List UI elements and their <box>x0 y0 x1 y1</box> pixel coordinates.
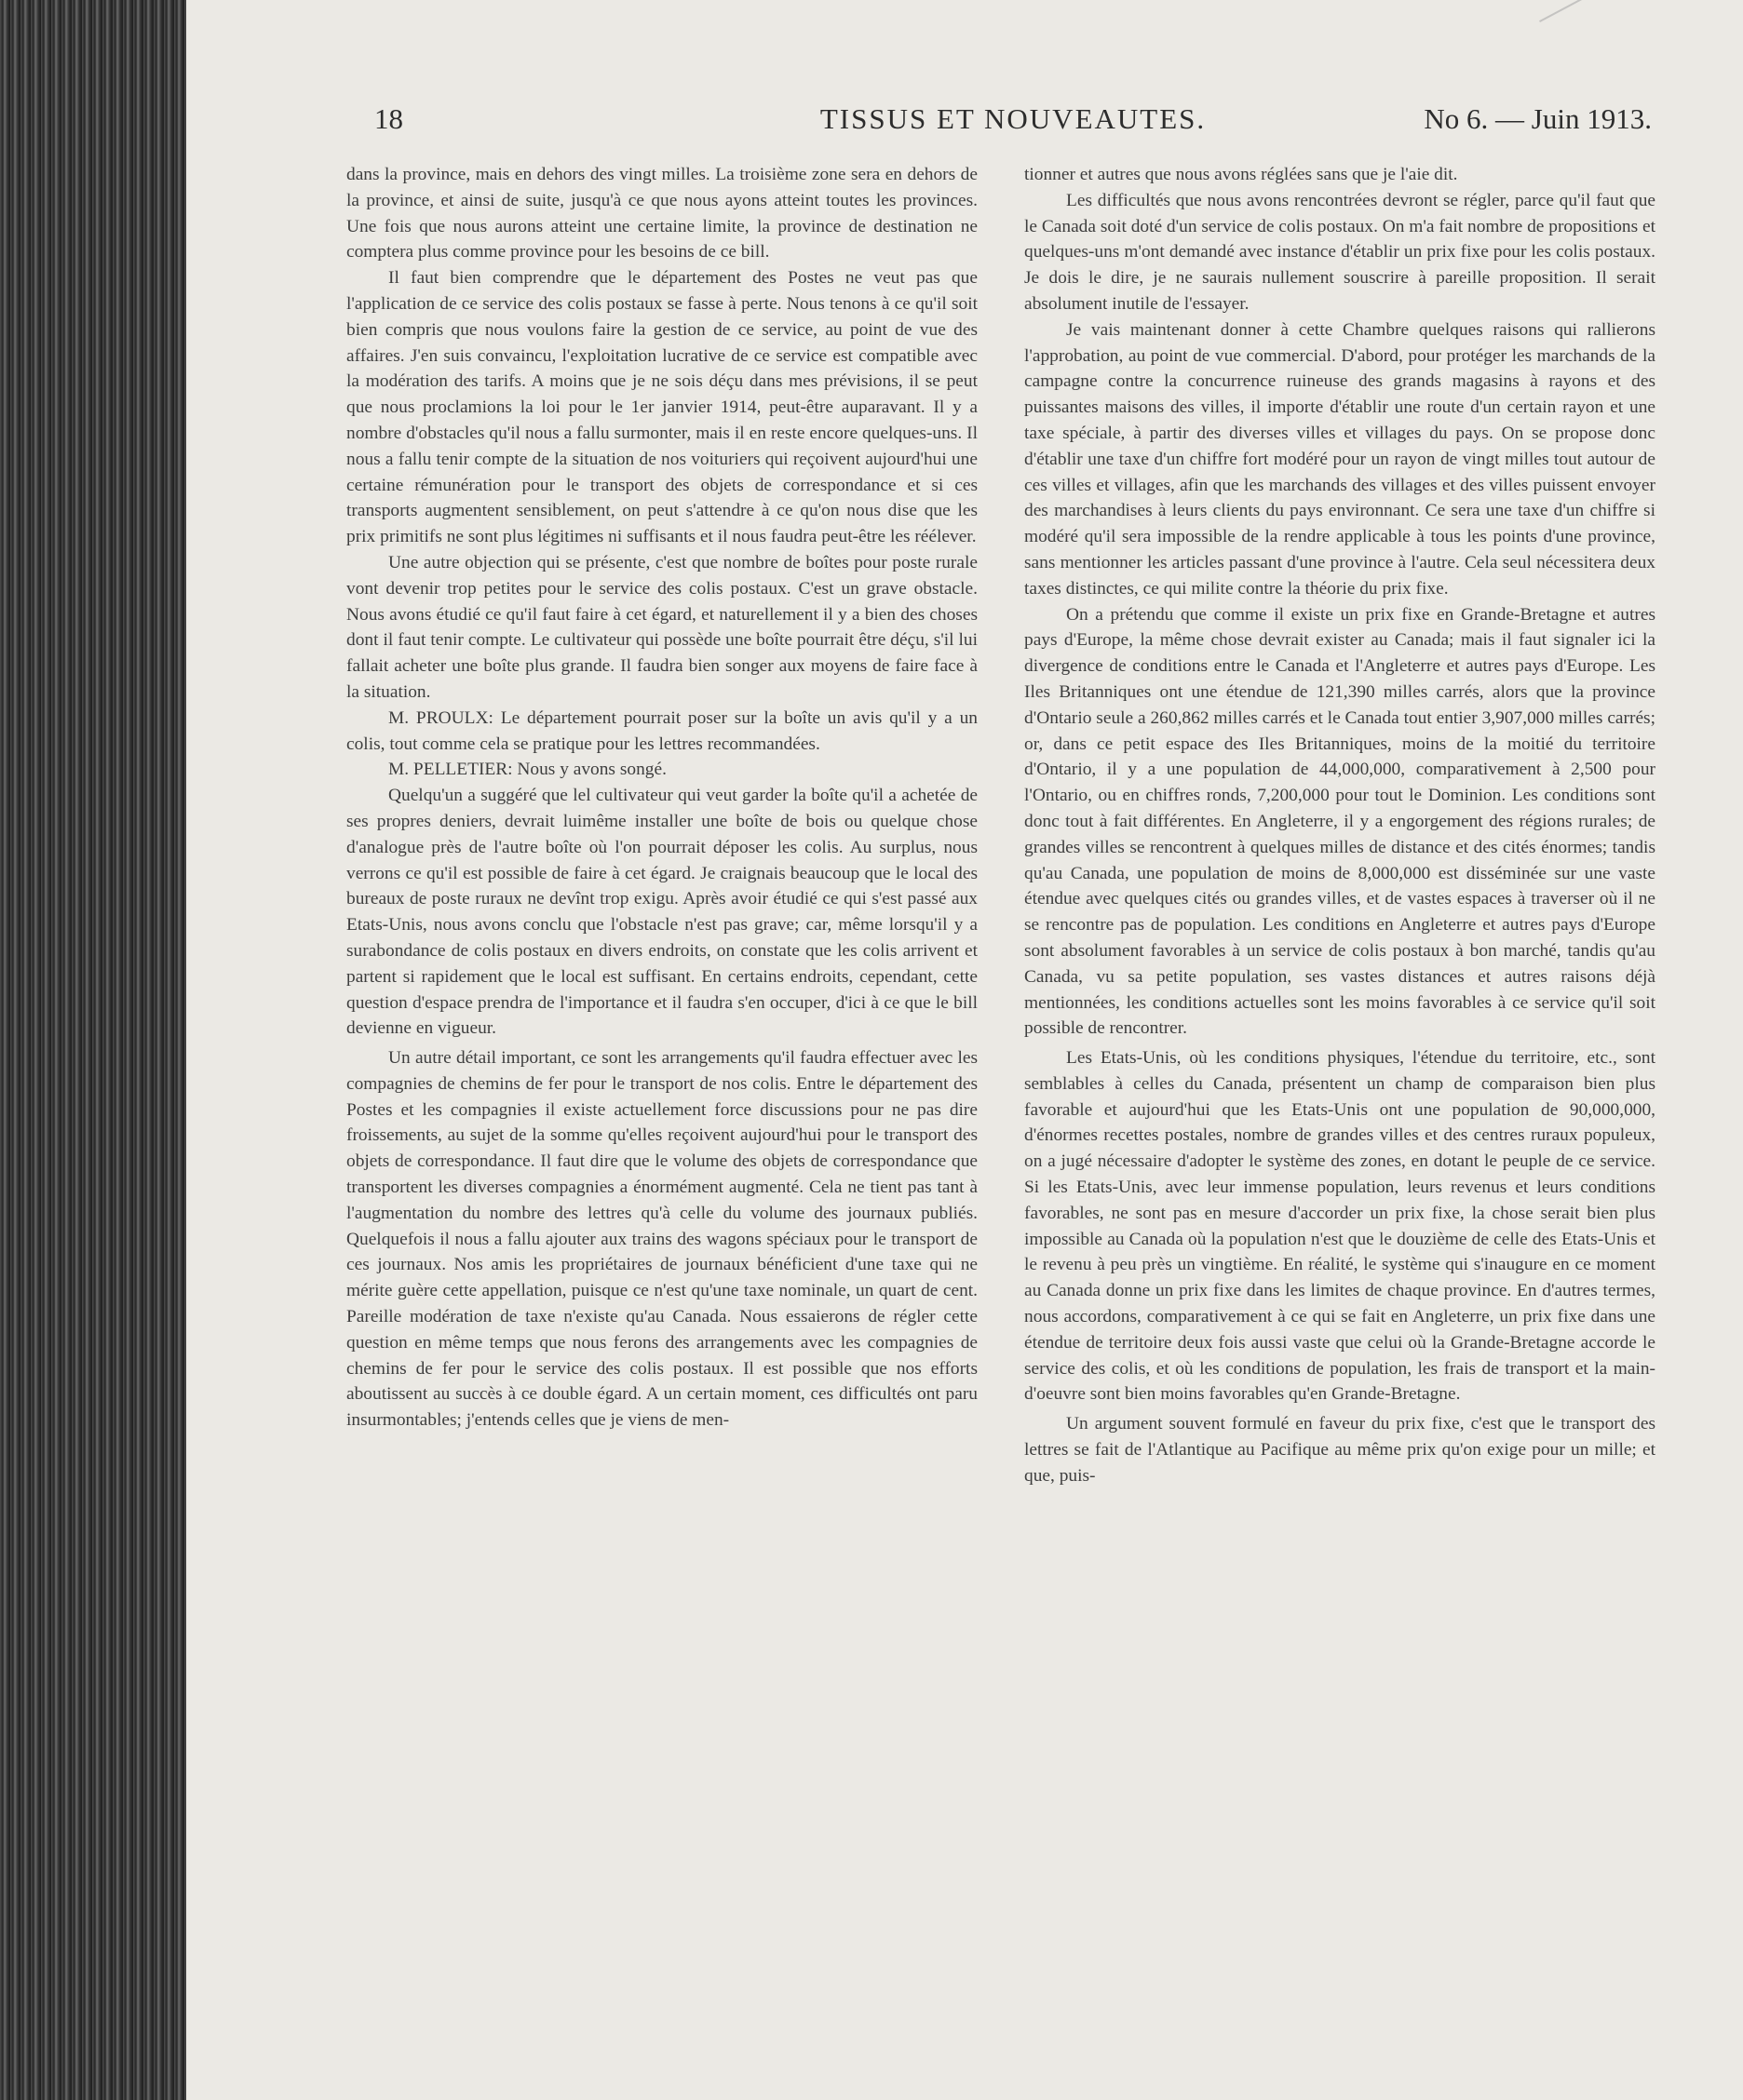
paragraph: Les difficultés que nous avons rencontrées devront se régler, parce qu'il faut que le Canada soit doté d'un service de colis postaux. On m'a fait nombre de propositions et quelques-uns m'ont demandé avec instance d'établir un prix fixe pour les colis postaux. Je dois le dire, je ne saurais nullement souscrire à pareille proposition. Il serait absolument inutile de l'essayer. <box>1024 190 1655 314</box>
book-page-edges <box>0 0 186 2100</box>
paragraph: Je vais maintenant donner à cette Chambre quelques raisons qui rallierons l'approbation, au point de vue commercial. D'abord, pour protéger les marchands de la campagne contre la concurrence ruineuse des grands magasins à rayons et des puissantes maisons des villes, il importe d'établir une route d'un certain rayon et une taxe spéciale, à partir des diverses villes et villages du pays. On se propose donc d'établir une taxe d'un chiffre fort modéré pour un rayon de vingt milles tout autour de ces villes et villages, afin que les marchands des villages et des villes puissent envoyer des marchandises à leurs clients du pays environnant. Ce sera une taxe d'un chiffre si modéré qu'il sera impossible de la rendre applicable à tous les points d'une province, sans mentionner les articles passant d'une province à l'autre. Cela seul nécessitera deux taxes distinctes, ce qui milite contre la théorie du prix fixe. <box>1024 319 1655 599</box>
running-header <box>374 102 1652 141</box>
paragraph: Quelqu'un a suggéré que lel cultivateur qui veut garder la boîte qu'il a achetée de ses propres deniers, devrait luimême installer une boîte de bois ou quelque chose d'analogue près de l'autre boîte où l'on pourrait déposer les colis. Au surplus, nous verrons ce qu'il est possible de faire à cet égard. Je craignais beaucoup que le local des bureaux de poste ruraux ne devînt trop exigu. Après avoir étudié ce qui s'est passé aux Etats-Unis, nous avons conclu que l'obstacle n'est pas grave; car, même lorsqu'il y a surabondance de colis postaux en divers endroits, on constate que les colis arrivent et partent si rapidement que le local est suffisant. En certains endroits, cependant, cette question d'espace prendra de l'importance et il faudra s'en occuper, d'ici à ce que le bill devienne en vigueur. <box>346 786 978 1039</box>
paragraph: On a prétendu que comme il existe un prix fixe en Grande-Bretagne et autres pays d'Europe, la même chose devrait exister au Canada; mais il faut signaler ici la divergence de conditions entre le Canada et l'Angleterre et autres pays d'Europe. Les Iles Britanniques ont une étendue de 121,390 milles carrés, alors que la province d'Ontario seule a 260,862 milles carrés et le Canada tout entier 3,907,000 milles carrés; or, dans ce petit espace des Iles Britanniques, moins de la moitié du territoire d'Ontario, il y a une population de 44,000,000, comparativement à 2,500 pour l'Ontario, ou en chiffres ronds, 7,200,000 pour tout le Dominion. Les conditions sont donc tout à fait différentes. En Angleterre, il y a engorgement des régions rurales; de grandes villes se rencontrent à quelques milles de distance et des cités énormes; tandis qu'au Canada, une population de moins de 8,000,000 est disséminée sur une vaste étendue avec quelques cités ou grandes villes, et de vastes espaces à traverser où il ne se rencontre pas de population. Les conditions en Angleterre et autres pays d'Europe sont absolument favorables à un service de colis postaux à bon marché, tandis qu'au Canada, vu sa petite population, ses vastes distances et autres raisons déjà mentionnées, les conditions actuelles sont les moins favorables à ce service qu'il soit possible de rencontrer. <box>1024 604 1655 1039</box>
paragraph: Un argument souvent formulé en faveur du prix fixe, c'est que le transport des lettres se fait de l'Atlantique au Pacifique au même prix qu'on exige pour un mille; et que, puis- <box>1024 1414 1655 1486</box>
paragraph: M. PELLETIER: Nous y avons songé. <box>388 760 667 780</box>
paragraph: Les Etats-Unis, où les conditions physiques, l'étendue du territoire, etc., sont semblables à celles du Canada, présentent un champ de comparaison bien plus favorable et aujourd'hui que les Etats-Unis ont une population de 90,000,000, d'énormes recettes postales, nombre de grandes villes et des centres ruraux populeux, on a jugé nécessaire d'adopter le système des zones, en dotant le peuple de ce service. Si les Etats-Unis, avec leur immense population, leurs revenus et leurs conditions favorables, ne sont pas en mesure d'accorder un prix fixe, la chose serait bien plus impossible au Canada où la population n'est que le douzième de celle des Etats-Unis et le revenu à peu près un vingtième. En réalité, le système qui s'inaugure en ce moment au Canada donne un prix fixe dans les limites de chaque province. En d'autres termes, nous accordons, comparativement à ce qui se fait en Angleterre, un prix fixe dans une étendue de territoire deux fois aussi vaste que celui où la Grande-Bretagne accorde le service des colis, et où les conditions de population, les frais de transport et la main-d'oeuvre sont bien moins favorables qu'en Grande-Bretagne. <box>1024 1048 1655 1405</box>
paragraph: Une autre objection qui se présente, c'est que nombre de boîtes pour poste rurale vont devenir trop petites pour le service des colis postaux. C'est un grave obstacle. Nous avons étudié ce qu'il faut faire à cet égard, et naturellement il y a bien des choses dont il faut tenir compte. Le cultivateur qui possède une boîte pourrait être déçu, s'il lui fallait acheter une boîte plus grande. Il faudra bien songer aux moyens de faire face à la situation. <box>346 552 978 702</box>
paragraph: tionner et autres que nous avons réglées sans que je l'aie dit. <box>1024 165 1458 184</box>
paragraph: M. PROULX: Le département pourrait poser sur la boîte un avis qu'il y a un colis, tout comme cela se pratique pour les lettres recommandées. <box>346 707 978 754</box>
issue-date: No 6. — Juin 1913. <box>1424 102 1652 135</box>
paragraph: Un autre détail important, ce sont les arrangements qu'il faudra effectuer avec les compagnies de chemins de fer pour le transport de nos colis. Entre le département des Postes et les compagnies il existe actuellement force discussions pour ne pas dire froissements, au sujet de la somme qu'elles reçoivent aujourd'hui pour le transport des objets de correspondance. Il faut dire que le volume des objets de correspondance que transportent les diverses compagnies a énormément augmenté. Cela ne tient pas tant à l'augmentation du nombre des lettres qu'à celle du volume des journaux publiés. Quelquefois il nous a fallu ajouter aux trains des wagons spéciaux pour le transport de ces journaux. Nos amis les propriétaires de journaux bénéficient d'une taxe qui ne mérite guère cette appellation, puisque ce n'est qu'une taxe nominale, un quart de cent. Pareille modération de taxe n'existe qu'au Canada. Nous essaierons de régler cette question en même temps que nous ferons des arrangements avec les compagnies de chemins de fer pour le service des colis postaux. Il est possible que nos efforts aboutissent au succès à ce double égard. A un certain moment, ces difficultés ont paru insurmontables; j'entends celles que je viens de men- <box>346 1048 978 1431</box>
pencil-mark <box>1539 0 1589 22</box>
journal-title: TISSUS ET NOUVEAUTES. <box>819 102 1207 135</box>
paragraph: dans la province, mais en dehors des vingt milles. La troisième zone sera en dehors de la province, et ainsi de suite, jusqu'à ce que nous ayons atteint toutes les provinces. Une fois que nous aurons atteint une certaine limite, la province de destination ne comptera plus comme province pour les besoins de ce bill. <box>346 165 978 262</box>
right-column <box>1024 162 1655 1489</box>
paragraph: Il faut bien comprendre que le département des Postes ne veut pas que l'application de ce service des colis postaux se fasse à perte. Nous tenons à ce qu'il soit bien compris que nous voulons faire la gestion de ce service, au point de vue des affaires. J'en suis convaincu, l'exploitation lucrative de ce service est compatible avec la modération des tarifs. A moins que je ne sois déçu dans mes prévisions, il se peut que nous proclamions la loi pour le 1er janvier 1914, peut-être auparavant. Il y a nombre d'obstacles qu'il nous a fallu surmonter, mais il en reste encore quelques-uns. Il nous a fallu tenir compte de la situation de nos voituriers qui reçoivent aujourd'hui une certaine rémunération pour le transport des objets de correspondance et si ces transports augmentent sensiblement, on peut s'attendre à ce qu'on nous dise que les prix primitifs ne sont plus légitimes ni suffisants et il nous faudra peut-être les réélever. <box>346 268 978 547</box>
left-column <box>346 162 978 1434</box>
page-number: 18 <box>374 102 403 135</box>
